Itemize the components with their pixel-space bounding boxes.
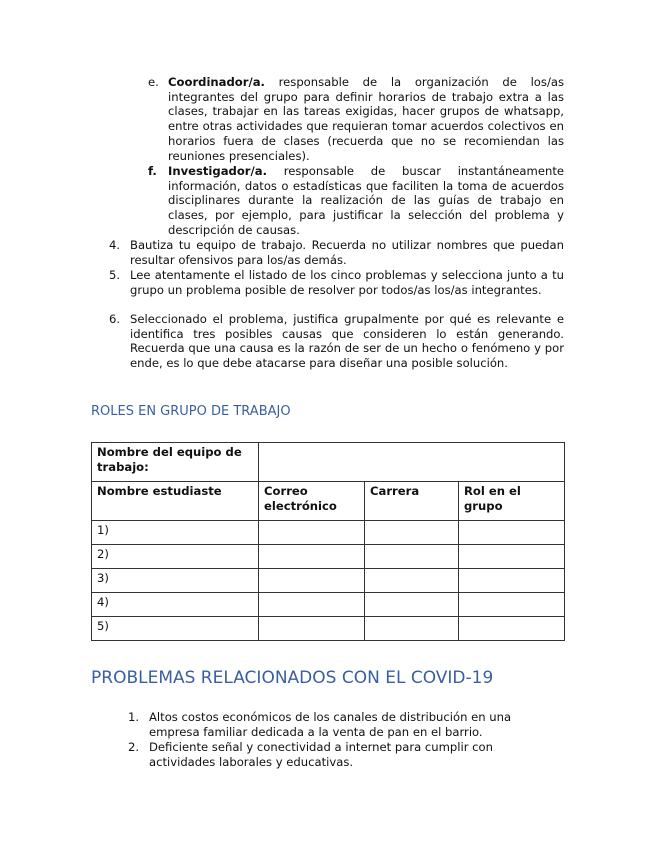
row-label: 2) (92, 545, 259, 569)
column-header: Correo electrónico (259, 482, 365, 521)
column-header: Carrera (365, 482, 459, 521)
subitem-text: responsable de la organización de los/as integrantes del grupo para definir horarios de trabajo extra a las clases, trabajar en las tareas exigidas, hacer grupos de whatsapp, entre otras actividades que requieran tomar acuerdos colectivos en horarios fuera de clases (recuerda que no se recomiendan las reuniones presenciales). (168, 75, 564, 163)
team-name-label: Nombre del equipo de trabajo: (92, 443, 259, 482)
problem-item: Altos costos económicos de los canales de distribución en una empresa familiar dedicada a la venta de pan en el barrio. (149, 710, 512, 739)
problem-item: Deficiente señal y conectividad a internet para cumplir con actividades laborales y educativas. (149, 740, 493, 769)
row-label: 1) (92, 521, 259, 545)
table-row (92, 569, 565, 593)
table-cell[interactable] (365, 569, 459, 593)
table-row (92, 593, 565, 617)
subitem-coordinador (168, 75, 564, 163)
table-cell[interactable] (459, 545, 565, 569)
subitem-investigador (168, 164, 564, 238)
subitem-term: Investigador/a. (168, 164, 267, 178)
table-cell[interactable] (365, 617, 459, 641)
table-row (92, 545, 565, 569)
step-number: 6. (109, 312, 121, 326)
step-number: 4. (109, 238, 121, 252)
step-item: Seleccionado el problema, justifica grupalmente por qué es relevante e identifica tres posibles causas que consideren lo están generando. Recuerda que una causa es la razón de ser de un hecho o fenómeno y por ende, es lo que debe atacarse para diseñar una posible solución. (130, 312, 564, 371)
roles-heading: ROLES EN GRUPO DE TRABAJO (91, 404, 291, 419)
problem-number: 1. (128, 710, 140, 724)
table-cell[interactable] (365, 593, 459, 617)
roles-table (91, 442, 565, 641)
step-item: Lee atentamente el listado de los cinco problemas y selecciona junto a tu grupo un problema posible de resolver por todos/as los/as integrantes. (130, 268, 564, 297)
table-cell[interactable] (259, 521, 365, 545)
table-cell[interactable] (259, 545, 365, 569)
team-name-cell[interactable] (259, 443, 565, 482)
subitem-marker: e. (148, 75, 159, 89)
table-cell[interactable] (259, 593, 365, 617)
subitem-term: Coordinador/a. (168, 75, 265, 89)
table-cell[interactable] (259, 617, 365, 641)
table-cell[interactable] (459, 617, 565, 641)
table-cell[interactable] (365, 521, 459, 545)
row-label: 5) (92, 617, 259, 641)
row-label: 3) (92, 569, 259, 593)
problem-number: 2. (128, 740, 140, 754)
step-item: Bautiza tu equipo de trabajo. Recuerda no utilizar nombres que puedan resultar ofensivos para los/as demás. (130, 238, 564, 267)
table-cell[interactable] (259, 569, 365, 593)
problems-heading: PROBLEMAS RELACIONADOS CON EL COVID-19 (91, 668, 494, 688)
subitem-text: responsable de buscar instantáneamente información, datos o estadísticas que faciliten la toma de acuerdos disciplinares durante la realización de las guías de trabajo en clases, por ejemplo, para justificar la selección del problema y descripción de causas. (168, 164, 564, 237)
column-header: Rol en el grupo (459, 482, 565, 521)
step-number: 5. (109, 268, 121, 282)
table-cell[interactable] (459, 569, 565, 593)
table-cell[interactable] (459, 521, 565, 545)
table-cell[interactable] (365, 545, 459, 569)
row-label: 4) (92, 593, 259, 617)
table-cell[interactable] (459, 593, 565, 617)
subitem-marker: f. (148, 164, 157, 178)
table-row (92, 521, 565, 545)
column-header: Nombre estudiaste (92, 482, 259, 521)
table-row (92, 617, 565, 641)
